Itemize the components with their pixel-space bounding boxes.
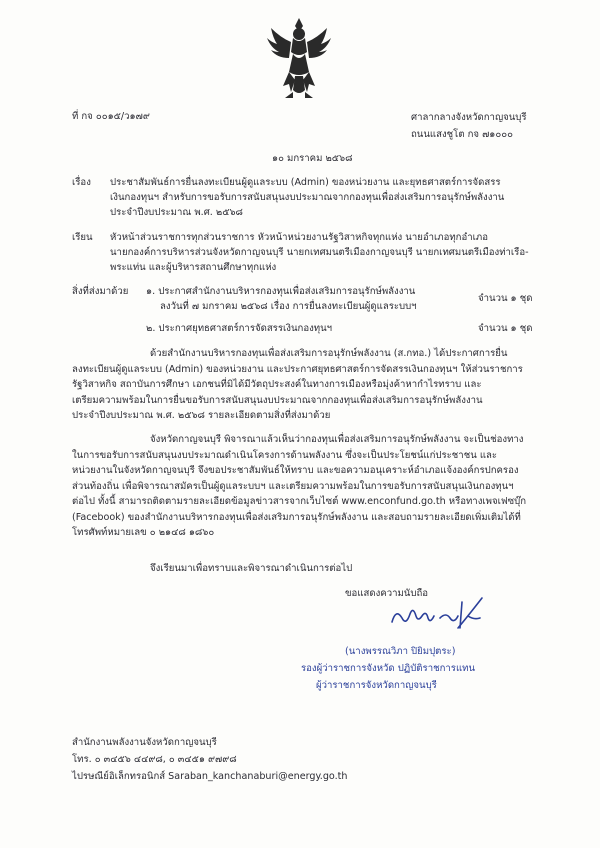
- paragraph-line: จังหวัดกาญจนบุรี พิจารณาแล้วเห็นว่ากองทุนเพื่อส่งเสริมการอนุรักษ์พลังงาน จะเป็นช่องทาง: [150, 434, 524, 445]
- subject-line: เงินกองทุนฯ สำหรับการขอรับการสนับสนุนงบประมาณจากกองทุนเพื่อส่งเสริมการอนุรักษ์พลังงาน: [110, 192, 505, 203]
- enclosure-item-1: ๑. ประกาศสำนักงานบริหารกองทุนเพื่อส่งเสริมการอนุรักษ์พลังงาน: [146, 286, 416, 297]
- recipient-label: เรียน: [72, 232, 93, 243]
- document-number: ที่ กจ ๐๐๑๕/ว๑๗๙: [72, 111, 150, 122]
- signatory-title: รองผู้ว่าราชการจังหวัด ปฏิบัติราชการแทน: [301, 663, 476, 674]
- footer-email: ไปรษณีย์อิเล็กทรอนิกส์ Saraban_kanchanaburi@energy.go.th: [72, 771, 348, 782]
- recipient-line: หัวหน้าส่วนราชการทุกส่วนราชการ หัวหน้าหน่วยงานรัฐวิสาหกิจทุกแห่ง นายอำเภอทุกอำเภอ: [110, 232, 488, 243]
- salutation: ขอแสดงความนับถือ: [345, 588, 429, 599]
- closing-line: จึงเรียนมาเพื่อทราบและพิจารณาดำเนินการต่อไป: [150, 563, 353, 574]
- signatory-title: ผู้ว่าราชการจังหวัดกาญจนบุรี: [316, 680, 437, 691]
- body-paragraph-1: [72, 346, 532, 424]
- paragraph-line: ลงทะเบียนผู้ดูแลระบบ (Admin) ของหน่วยงาน และประกาศยุทธศาสตร์การจัดสรรเงินกองทุนฯ ให้ส่วนราชการ: [72, 363, 523, 375]
- office-address-line2: ถนนแสงชูโต กจ ๗๑๐๐๐: [411, 129, 513, 140]
- enclosures-label: สิ่งที่ส่งมาด้วย: [72, 286, 129, 297]
- paragraph-line: ต่อไป ทั้งนี้ สามารถติดตามรายละเอียดข้อมูลข่าวสารจากเว็บไซต์ www.enconfund.go.th หรือทางเพจเฟซบุ๊ก: [72, 496, 527, 507]
- enclosure-item-1-detail: ลงวันที่ ๗ มกราคม ๒๕๖๘ เรื่อง การยื่นลงทะเบียนผู้ดูแลระบบฯ: [160, 301, 417, 312]
- body-paragraph-2: [72, 432, 532, 541]
- subject-line: ประชาสัมพันธ์การยื่นลงทะเบียนผู้ดูแลระบบ (Admin) ของหน่วยงาน และยุทธศาสตร์การจัดสรร: [110, 177, 501, 188]
- garuda-emblem-icon: [263, 14, 335, 102]
- enclosure-item-2-qty: จำนวน ๑ ชุด: [478, 323, 533, 334]
- footer-office: สำนักงานพลังงานจังหวัดกาญจนบุรี: [72, 737, 217, 748]
- paragraph-line: (Facebook) ของสำนักงานบริหารกองทุนเพื่อส่งเสริมการอนุรักษ์พลังงาน และสอบถามรายละเอียดเพิ่มเติมได้ที่: [72, 511, 521, 523]
- recipient-line: พระแท่น และผู้บริหารสถานศึกษาทุกแห่ง: [110, 262, 277, 273]
- paragraph-line: โทรศัพท์หมายเลข ๐ ๒๑๔๘ ๑๘๖๐: [72, 527, 215, 538]
- subject-line: ประจำปีงบประมาณ พ.ศ. ๒๕๖๘: [110, 207, 243, 218]
- footer-phone: โทร. ๐ ๓๔๕๖ ๔๔๙๘, ๐ ๓๔๕๑ ๙๗๙๘: [72, 754, 237, 765]
- subject-label: เรื่อง: [72, 177, 91, 188]
- paragraph-line: รัฐวิสาหกิจ สถาบันการศึกษา เอกชนที่มิได้มีวัตถุประสงค์ในทางการเมืองหรือมุ่งค้าหากำไรทราบ และ: [72, 379, 482, 390]
- handwritten-signature-icon: [388, 592, 488, 637]
- enclosure-item-1-qty: จำนวน ๑ ชุด: [478, 293, 533, 304]
- paragraph-line: ในการขอรับการสนับสนุนงบประมาณดำเนินโครงการด้านพลังงาน ซึ่งจะเป็นประโยชน์แก่ประชาชน และ: [72, 449, 498, 461]
- office-address-line1: ศาลากลางจังหวัดกาญจนบุรี: [411, 112, 527, 123]
- signatory-name: (นางพรรณวิภา ปิยิมปุตระ): [345, 646, 456, 657]
- paragraph-line: ด้วยสำนักงานบริหารกองทุนเพื่อส่งเสริมการอนุรักษ์พลังงาน (ส.กทอ.) ได้ประกาศการยื่น: [150, 348, 508, 359]
- recipient-line: นายกองค์การบริหารส่วนจังหวัดกาญจนบุรี นายกเทศมนตรีเมืองกาญจนบุรี นายกเทศมนตรีเมืองท่าเรือ-: [110, 247, 529, 258]
- paragraph-line: ส่วนท้องถิ่น เพื่อพิจารณาสมัครเป็นผู้ดูแลระบบฯ และเตรียมความพร้อมในการขอรับการสนับสนุนเงินกองทุนฯ: [72, 480, 514, 492]
- paragraph-line: ประจำปีงบประมาณ พ.ศ. ๒๕๖๘ รายละเอียดตามสิ่งที่ส่งมาด้วย: [72, 410, 331, 421]
- paragraph-line: เตรียมความพร้อมในการยื่นขอรับการสนับสนุนงบประมาณจากกองทุนเพื่อส่งเสริมการอนุรักษ์พลังงาน: [72, 394, 483, 406]
- paragraph-line: หน่วยงานในจังหวัดกาญจนบุรี จึงขอประชาสัมพันธ์ให้ทราบ และขอความอนุเคราะห์อำเภอแจ้งองค์กรปกครอง: [72, 465, 519, 476]
- document-date: ๑๐ มกราคม ๒๕๖๘: [272, 153, 353, 164]
- enclosure-item-2: ๒. ประกาศยุทธศาสตร์การจัดสรรเงินกองทุนฯ: [146, 323, 333, 334]
